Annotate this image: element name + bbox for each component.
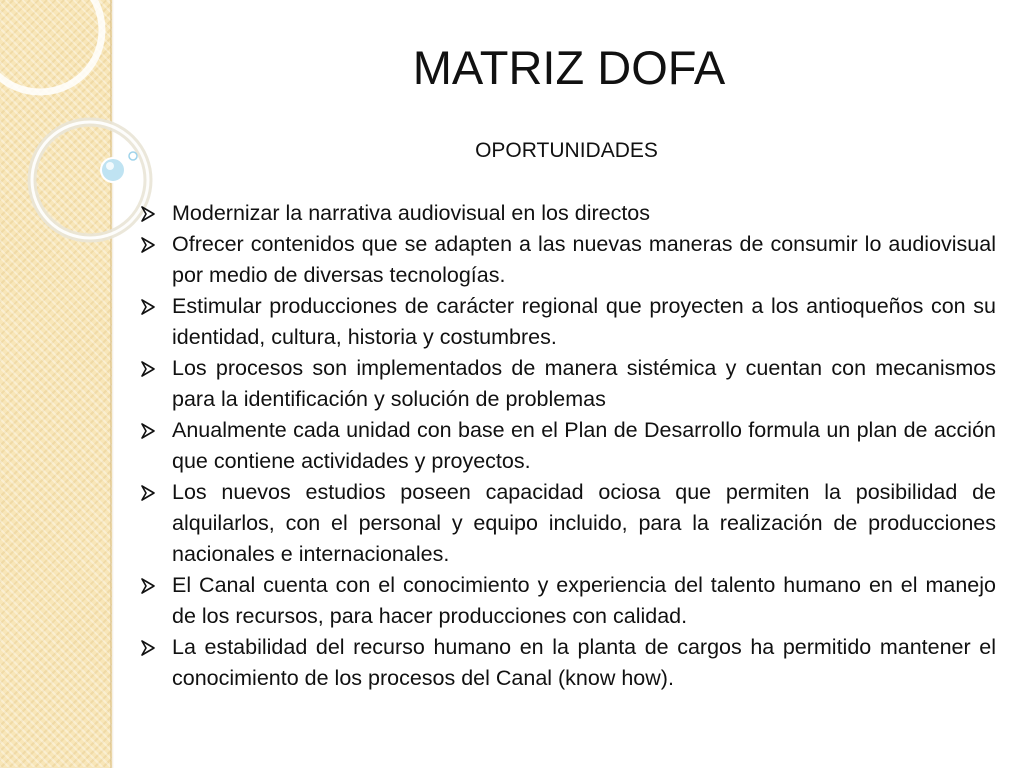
arrow-bullet-icon: [140, 361, 156, 377]
arrow-bullet-icon: [140, 299, 156, 315]
list-item: [138, 291, 996, 353]
list-item-text: Estimular producciones de carácter regional que proyecten a los antioqueños con su identidad, cultura, historia y costumbres.: [172, 294, 996, 349]
section-subtitle: OPORTUNIDADES: [475, 139, 658, 162]
list-item: [138, 353, 996, 415]
arrow-bullet-icon: [140, 640, 156, 656]
opportunities-list: [138, 198, 996, 694]
list-item-text: Modernizar la narrativa audiovisual en los directos: [172, 201, 651, 225]
list-item: [138, 415, 996, 477]
list-item-text: Anualmente cada unidad con base en el Plan de Desarrollo formula un plan de acción que contiene actividades y proyectos.: [172, 418, 996, 473]
arrow-bullet-icon: [140, 423, 156, 439]
list-item: [138, 477, 996, 570]
decorative-side-band: [0, 0, 112, 768]
arrow-bullet-icon: [140, 206, 156, 222]
list-item-text: Los procesos son implementados de manera sistémica y cuentan con mecanismos para la identificación y solución de problemas: [172, 356, 996, 411]
list-item-text: El Canal cuenta con el conocimiento y experiencia del talento humano en el manejo de los recursos, para hacer producciones con calidad.: [172, 573, 996, 628]
arrow-bullet-icon: [140, 485, 156, 501]
list-item: [138, 198, 996, 229]
list-item: [138, 229, 996, 291]
slide-title: MATRIZ DOFA: [412, 41, 726, 94]
arrow-bullet-icon: [140, 237, 156, 253]
arrow-bullet-icon: [140, 578, 156, 594]
list-item: [138, 632, 996, 694]
list-item: [138, 570, 996, 632]
list-item-text: La estabilidad del recurso humano en la planta de cargos ha permitido mantener el conocimiento de los procesos del Canal (know how).: [172, 635, 996, 690]
list-item-text: Ofrecer contenidos que se adapten a las nuevas maneras de consumir lo audiovisual por medio de diversas tecnologías.: [172, 232, 996, 287]
list-item-text: Los nuevos estudios poseen capacidad ociosa que permiten la posibilidad de alquilarlos, con el personal y equipo incluido, para la realización de producciones nacionales e internacionales.: [172, 480, 996, 566]
side-band-edge: [110, 0, 114, 768]
